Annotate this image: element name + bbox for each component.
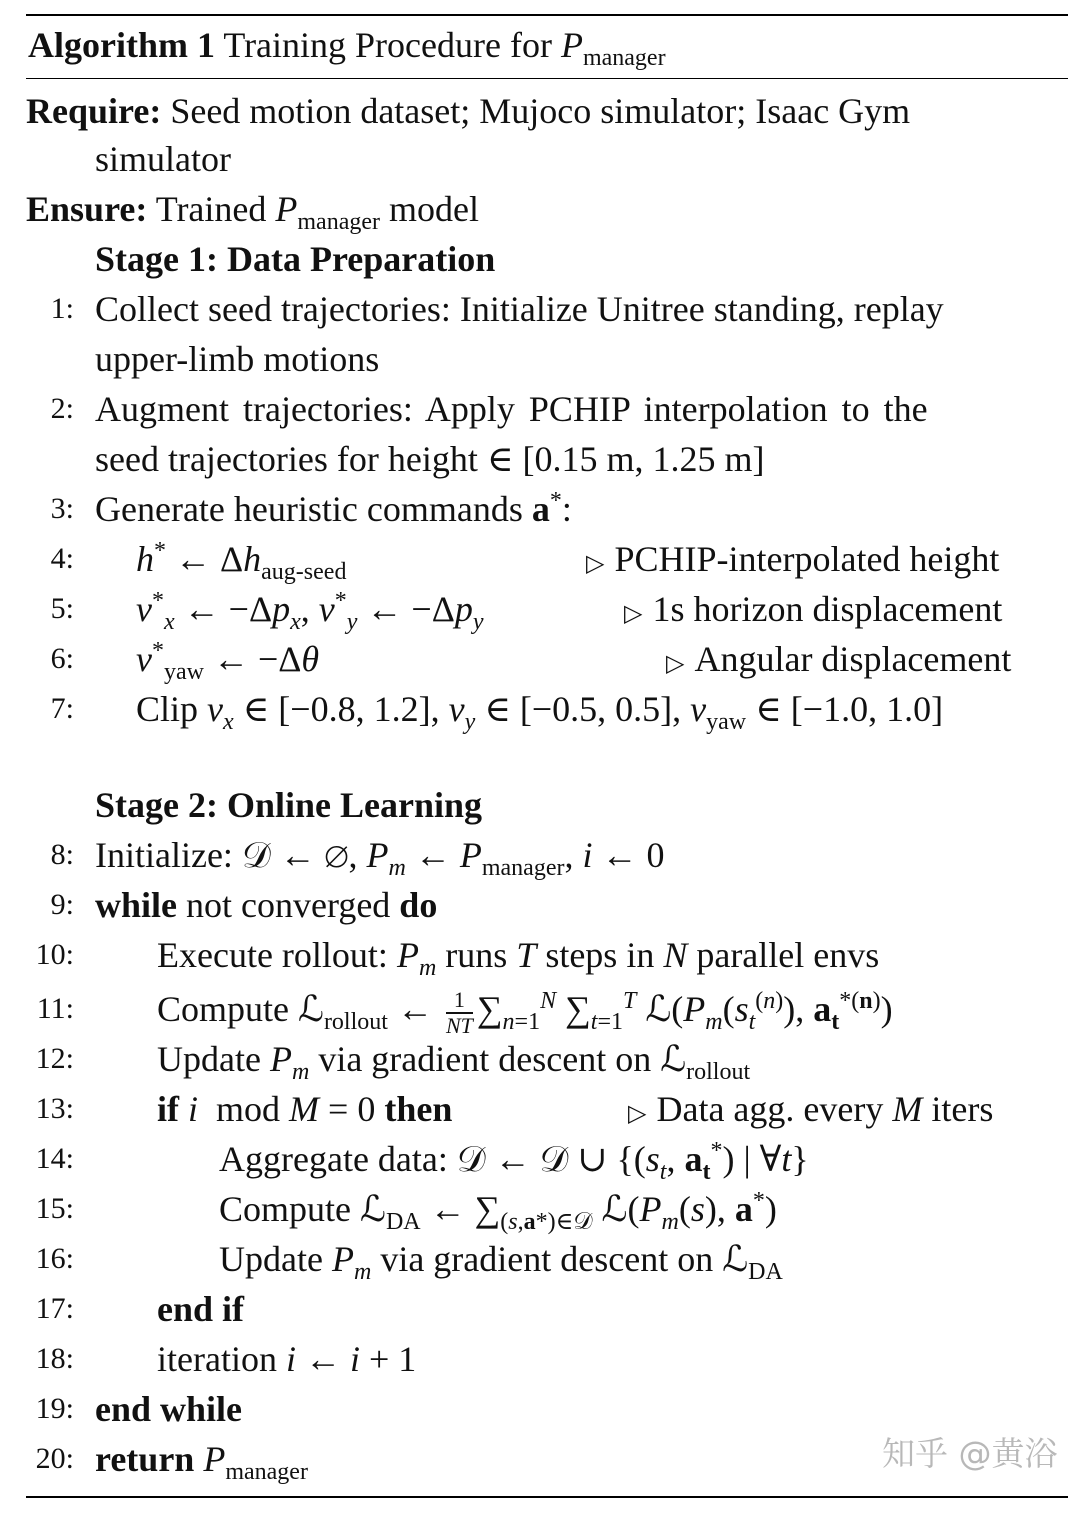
stage2-heading: Stage 2: Online Learning	[95, 785, 483, 825]
step-1-cont: upper-limb motions	[95, 339, 380, 379]
line-number: 20:	[35, 1442, 74, 1475]
step-8: 8: Initialize: 𝒟 ← ∅, $P_m$ ← $P_{manager}$, i ← 0	[0, 830, 1080, 880]
algorithm-title-text: Training Procedure for	[223, 25, 552, 65]
line-number: 6:	[50, 642, 74, 675]
line-number: 18:	[35, 1342, 74, 1375]
watermark: 知乎 @黄浴	[882, 1434, 1058, 1473]
require-line-cont: simulator	[95, 139, 231, 179]
line-number: 2:	[50, 392, 74, 425]
step-13: 13: if i mod M = 0 then ▷ Data agg. every M iters	[0, 1084, 1080, 1134]
step-9: 9: while not converged do	[0, 880, 1080, 930]
line-number: 12:	[35, 1042, 74, 1075]
step-17: 17: end if	[0, 1284, 1080, 1334]
step-16: 16: Update $P_m$ via gradient descent on ℒ$_{DA}$	[0, 1234, 1080, 1284]
step-5: 5: $v^*_x$ ← $-\Delta p_x$, $v^*_y$ ← $-\Delta p_y$ ▷ 1s horizon displacement	[0, 584, 1080, 634]
line-number: 17:	[35, 1292, 74, 1325]
line-number: 4:	[50, 542, 74, 575]
stage1-heading: Stage 1: Data Preparation	[95, 239, 496, 279]
bottom-rule	[26, 1496, 1068, 1498]
comment: ▷ Data agg. every M iters	[628, 1089, 994, 1129]
step-7: 7: Clip $v_x$ ∈ [−0.8, 1.2], $v_y$ ∈ [−0.5, 0.5], $v_{yaw}$ ∈ [−1.0, 1.0]	[0, 684, 1080, 734]
step-12: 12: Update $P_m$ via gradient descent on ℒ$_{rollout}$	[0, 1034, 1080, 1084]
ensure-line: Ensure: Trained $P_{manager}$ model	[26, 189, 479, 236]
step-14: 14: Aggregate data: 𝒟 ← 𝒟 ∪ {($s_t$, $a_t^*$) | ∀t}	[0, 1134, 1080, 1184]
step-18: 18: iteration i ← i + 1	[0, 1334, 1080, 1384]
top-rule	[26, 14, 1068, 16]
ensure-keyword: Ensure:	[26, 189, 148, 229]
line-number: 9:	[50, 888, 74, 921]
comment: ▷ PCHIP-interpolated height	[586, 539, 1000, 579]
algorithm-title: Algorithm 1 Training Procedure for $P_{manager}$	[28, 25, 666, 72]
step-2: 2: Augment trajectories: Apply PCHIP interpolation to the	[0, 384, 1080, 434]
step-6: 6: $v^*_{yaw}$ ← −Δθ ▷ Angular displacement	[0, 634, 1080, 684]
line-number: 8:	[50, 838, 74, 871]
step-1: 1: Collect seed trajectories: Initialize Unitree standing, replay	[0, 284, 1080, 334]
step-11: 11: Compute ℒ$_{rollout}$ ← $\frac{1}{NT}$ $\sum_{n=1}^N$ $\sum_{t=1}^T$ $ℒ(P_m(s_t^{(n)})$, $a_t^{*(n)}$)	[0, 984, 1080, 1034]
line-number: 14:	[35, 1142, 74, 1175]
step-3: 3: Generate heuristic commands a*:	[0, 484, 1080, 534]
line-number: 7:	[50, 692, 74, 725]
line-number: 5:	[50, 592, 74, 625]
step-2-cont: seed trajectories for height ∈ [0.15 m, 1.25 m]	[95, 439, 765, 479]
triangle-icon: ▷	[624, 601, 643, 627]
comment: ▷ Angular displacement	[666, 639, 1012, 679]
line-number: 11:	[36, 992, 74, 1025]
line-number: 10:	[35, 938, 74, 971]
title-rule	[26, 78, 1068, 79]
line-number: 3:	[50, 492, 74, 525]
step-10: 10: Execute rollout: $P_m$ runs T steps in N parallel envs	[0, 930, 1080, 980]
fraction: $\frac{1}{NT}$	[445, 986, 473, 1038]
step-19: 19: end while	[0, 1384, 1080, 1434]
step-4: 4: h* ← $\Delta h_{aug-seed}$ ▷ PCHIP-interpolated height	[0, 534, 1080, 584]
line-number: 13:	[35, 1092, 74, 1125]
triangle-icon: ▷	[586, 551, 605, 577]
comment: ▷ 1s horizon displacement	[624, 589, 1003, 629]
line-number: 15:	[35, 1192, 74, 1225]
triangle-icon: ▷	[666, 651, 685, 677]
require-keyword: Require:	[26, 91, 162, 131]
algorithm-label: Algorithm 1	[28, 25, 215, 65]
step-15: 15: Compute ℒ$_{DA}$ ← $\sum_{(s,a*)\in 𝒟}$ $ℒ(P_m(s)$, a*)	[0, 1184, 1080, 1234]
line-number: 19:	[35, 1392, 74, 1425]
step-20: 20: return $P_{manager}$	[0, 1434, 1080, 1484]
require-line: Require: Seed motion dataset; Mujoco simulator; Isaac Gym	[26, 91, 911, 131]
triangle-icon: ▷	[628, 1101, 647, 1127]
line-number: 16:	[35, 1242, 74, 1275]
line-number: 1:	[50, 292, 74, 325]
